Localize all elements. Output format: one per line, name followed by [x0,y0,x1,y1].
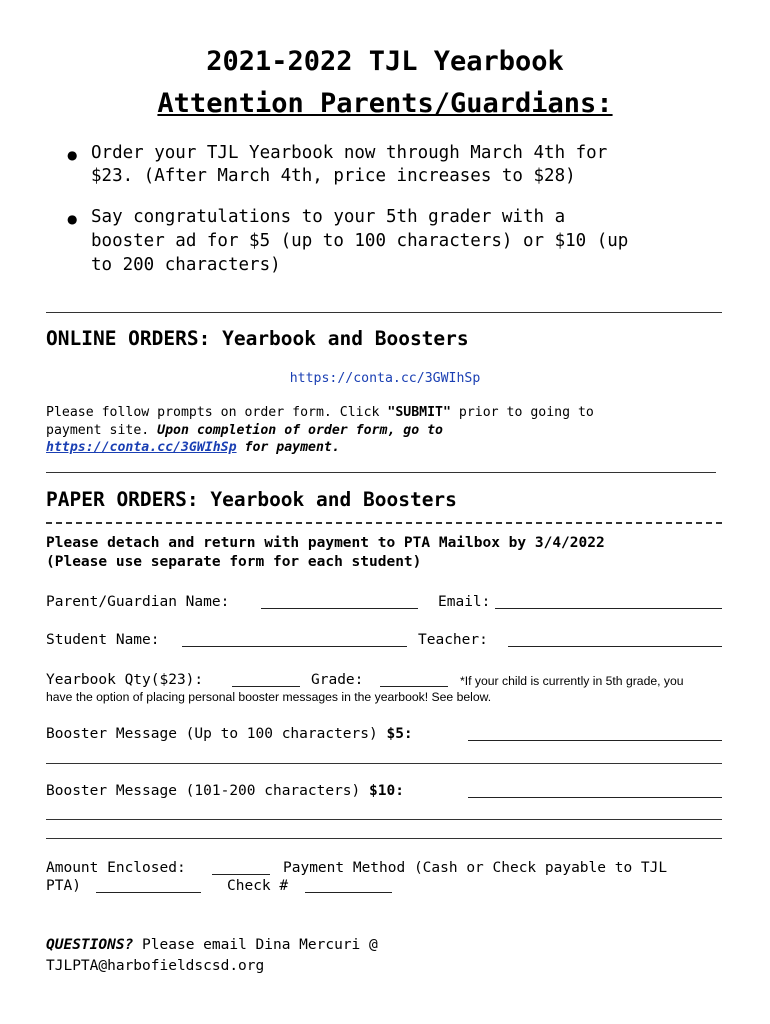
online-instructions-line-3 [46,440,340,455]
booster-100-label [46,726,413,742]
bullet-2-line-1: Say congratulations to your 5th grader with a [91,207,566,227]
paper-orders-heading [46,488,457,511]
teacher-label: Teacher: [418,632,488,648]
online-orders-heading: ONLINE ORDERS: Yearbook and Boosters [46,327,469,350]
questions-label: QUESTIONS? [46,937,134,953]
divider [46,312,722,313]
instr-text: Please follow prompts on order form. Click [46,405,388,420]
questions-text: Please email Dina Mercuri @ [133,937,378,953]
instr-text: prior to going to [450,405,594,420]
fifth-grade-note: *If your child is currently in 5th grade, you [460,674,684,688]
payment-link[interactable]: https://conta.cc/3GWIhSp [46,440,237,455]
online-instructions-line-1 [46,405,594,420]
divider [46,472,716,473]
parent-name-field[interactable] [261,594,418,609]
bullet-1-line-2: $23. (After March 4th, price increases to $28) [91,166,576,186]
email-label: Email: [438,594,491,610]
contact-email[interactable]: TJLPTA@harbofieldscsd.org [46,958,265,974]
fifth-grade-note-line-2: have the option of placing personal booster messages in the yearbook! See below. [46,690,492,704]
bullet-2-line-2: booster ad for $5 (up to 100 characters) or $10 (up [91,231,629,251]
yearbook-qty-label: Yearbook Qty($23): [46,672,204,688]
online-instructions-line-2 [46,423,443,438]
payment-method-field[interactable] [96,878,201,893]
page-title: 2021-2022 TJL Yearbook [206,46,564,77]
student-name-label: Student Name: [46,632,160,648]
instr-text: payment site. [46,423,158,438]
detach-instructions: Please detach and return with payment to PTA Mailbox by 3/4/2022 [46,535,605,551]
booster-200-field[interactable] [468,783,722,798]
check-number-label: Check # [227,878,289,894]
booster-100-text: Booster Message (Up to 100 characters) [46,726,387,742]
separate-form-note: (Please use separate form for each student) [46,554,422,570]
email-field[interactable] [495,594,722,609]
booster-100-price: $5: [386,726,413,742]
detach-line [46,522,722,524]
bullet-1-line-1: Order your TJL Yearbook now through March 4th for [91,143,608,163]
pta-label: PTA) [46,878,81,894]
for-payment-text: for payment. [236,440,340,455]
grade-field[interactable] [380,672,448,687]
amount-enclosed-field[interactable] [212,860,270,875]
upon-completion-text: Upon completion of order form, go to [157,423,443,438]
questions-line [46,937,378,953]
bullet-icon: ● [67,148,78,162]
check-number-field[interactable] [305,878,392,893]
payment-method-label: Payment Method (Cash or Check payable to TJL [283,860,668,876]
online-order-link[interactable]: https://conta.cc/3GWIhSp [289,371,481,386]
paper-heading-b: : Yearbook and Boosters [186,488,457,511]
parent-name-label: Parent/Guardian Name: [46,594,230,610]
amount-enclosed-label: Amount Enclosed: [46,860,186,876]
grade-label: Grade: [311,672,364,688]
bullet-icon: ● [67,212,78,226]
booster-100-field-line[interactable] [46,763,722,764]
page-subtitle [0,88,770,119]
page-subtitle-text: Attention Parents/Guardians: [157,88,613,119]
booster-200-field-line[interactable] [46,819,722,820]
bullet-2-line-3: to 200 characters) [91,255,281,275]
paper-heading-a: PAPER ORDERS [46,488,187,511]
teacher-field[interactable] [508,632,722,647]
booster-200-price: $10: [369,783,404,799]
booster-200-text: Booster Message (101-200 characters) [46,783,370,799]
booster-200-label [46,783,404,799]
booster-200-field-line[interactable] [46,838,722,839]
yearbook-qty-field[interactable] [232,672,300,687]
student-name-field[interactable] [182,632,407,647]
booster-100-field[interactable] [468,726,722,741]
submit-label: "SUBMIT" [387,405,451,420]
